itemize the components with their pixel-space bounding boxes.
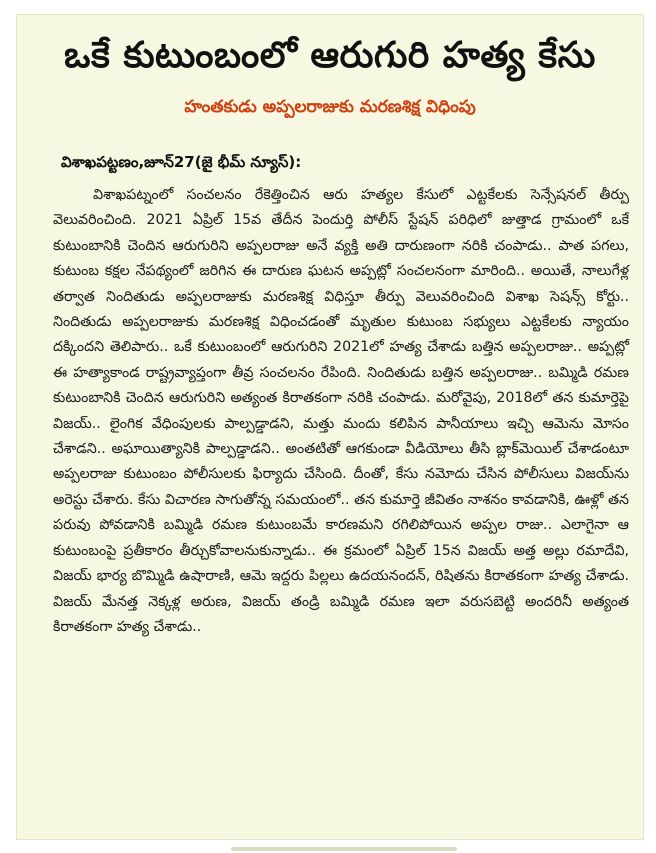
news-article: [16, 14, 644, 840]
page-bottom-divider: [231, 847, 457, 851]
headline: ఒకే కుటుంబంలో ఆరుగురి హత్య కేసు: [64, 35, 596, 76]
article-body: విశాఖపట్నంలో సంచలనం రేకెత్తించిన ఆరు హత్యల కేసులో ఎట్టకేలకు సెన్సేషనల్ తీర్పు వెలువరించింది. 2021 ఏప్రిల్ 15వ తేదీన పెందుర్తి పోలీస్ స్టేషన్ పరిధిలో జుత్తాడ గ్రామంలో ఒకే కుటుంబానికి చెందిన ఆరుగురిని అప్పలరాజు అనే వ్యక్తి అతి దారుణంగా నరికి చంపాడు.. పాత పగలు, కుటుంబ కక్షల నేపథ్యంలో జరిగిన ఈ దారుణ ఘటన అప్పట్లో సంచలనంగా మారింది.. అయితే, నాలుగేళ్ల తర్వాత నిందితుడు అప్పలరాజుకు మరణశిక్ష విధిస్తూ తీర్పు వెలువరించింది విశాఖ సెషన్స్ కోర్టు.. నిందితుడు అప్పలరాజుకు మరణశిక్ష విధించడంతో మృతుల కుటుంబ సభ్యులు ఎట్టకేలకు న్యాయం దక్కిందని తెలిపారు.. ఒకే కుటుంబంలో ఆరుగురిని 2021లో హత్య చేశాడు బత్తిన అప్పలరాజు.. అప్పట్లో ఈ హత్యాకాండ రాష్ట్రవ్యాప్తంగా తీవ్ర సంచలనం రేపింది. నిందితుడు బత్తిన అప్పలరాజు.. బమ్మిడి రమణ కుటుంబానికి చెందిన ఆరుగురిని అత్యంత కిరాతకంగా నరికి చంపాడు. మరోవైపు, 2018లో తన కుమార్తెపై విజయ్.. లైంగిక వేధింపులకు పాల్పడ్డాడని, మత్తు మందు కలిపిన పానీయాలు ఇచ్చి ఆమెను మోసం చేశాడని.. అఘాయిత్యానికి పాల్పడ్డాడని.. అంతటితో ఆగకుండా వీడియోలు తీసి బ్లాక్‌మెయిల్ చేశాడంటూ అప్పలరాజు కుటుంబం పోలీసులకు ఫిర్యాదు చేసింది. దీంతో, కేసు నమోదు చేసిన పోలీసులు విజయ్‌ను అరెస్టు చేశారు. కేసు విచారణ సాగుతోన్న సమయంలో.. తన కుమార్తె జీవితం నాశనం కావడానికి, ఊళ్లో తన పరువు పోవడానికి బమ్మిడి రమణ కుటుంబమే కారణమని రగిలిపోయిన అప్పల రాజు.. ఎలాగైనా ఆ కుటుంబంపై ప్రతీకారం తీర్చుకోవాలనుకున్నాడు.. ఈ క్రమంలో ఏప్రిల్ 15న విజయ్ అత్త అల్లు రమాదేవి, విజయ్ భార్య బొమ్మిడి ఉషారాణి, ఆమె ఇద్దరు పిల్లలు ఉదయనందన్, రిషితను కిరాతకంగా హత్య చేశాడు. విజయ్ మేనత్త నెక్కళ్ల అరుణ, విజయ్ తండ్రి బమ్మిడి రమణ ఇలా వరుసబెట్టి అందరినీ అత్యంత కిరాతకంగా హత్య చేశాడు..: [53, 187, 629, 635]
dateline: విశాఖపట్టణం,జూన్27(జై భీమ్ న్యూస్):: [61, 153, 302, 171]
subheadline: హంతకుడు అప్పలరాజుకు మరణశిక్ష విధింపు: [184, 97, 476, 117]
